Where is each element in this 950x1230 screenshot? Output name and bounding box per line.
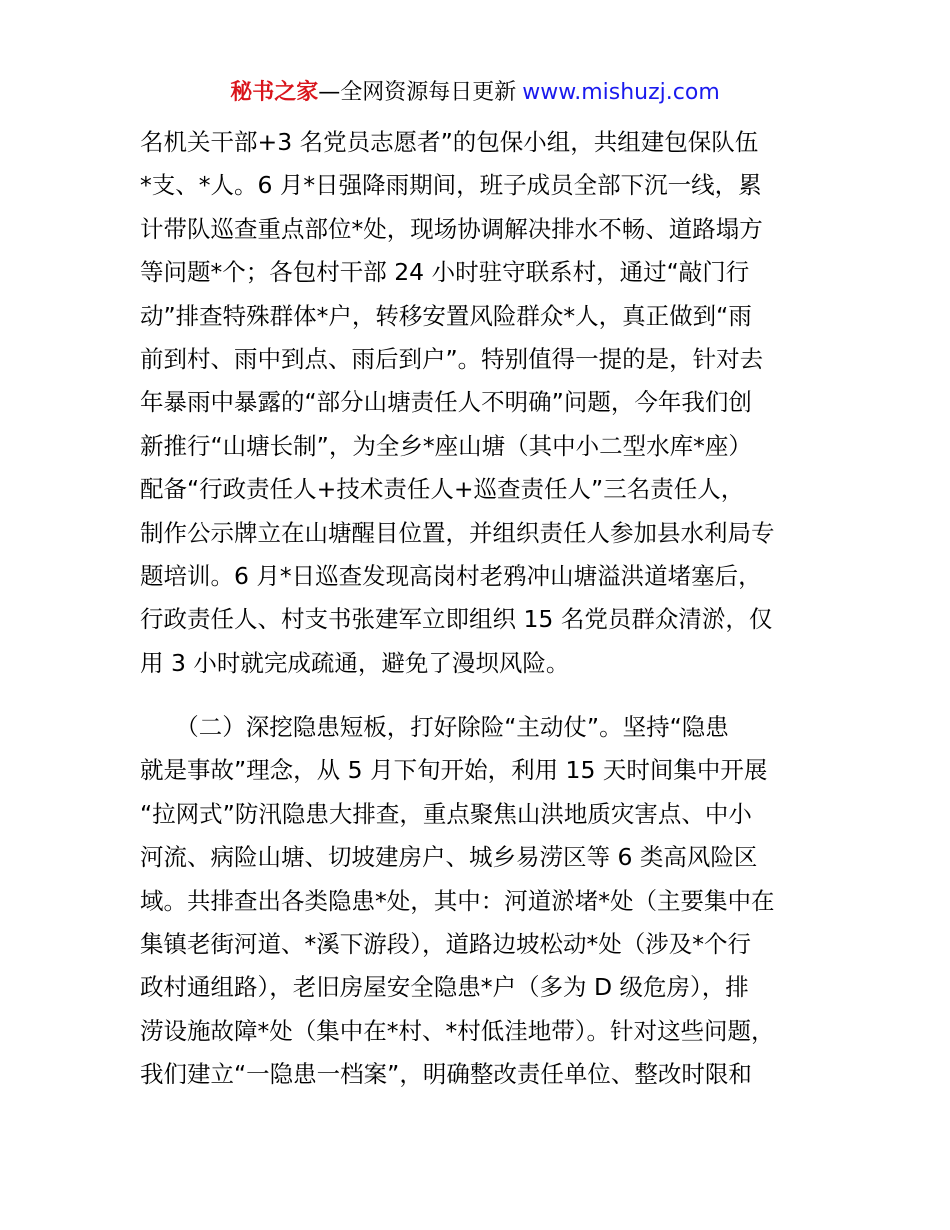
text-line: “拉网式”防汛隐患大排查，重点聚焦山洪地质灾害点、中小 bbox=[140, 799, 752, 828]
text-line: 制作公示牌立在山塘醒目位置，并组织责任人参加县水利局专 bbox=[140, 518, 775, 547]
text-line: 配备“行政责任人+技术责任人+巡查责任人”三名责任人， bbox=[140, 475, 745, 504]
paragraph-2 bbox=[140, 706, 820, 1097]
text-line: 用 3 小时就完成疏通，避免了漫坝风险。 bbox=[140, 648, 570, 677]
text-line: 新推行“山塘长制”，为全乡*座山塘（其中小二型水库*座） bbox=[140, 431, 752, 460]
text-line: 河流、病险山塘、切坡建房户、城乡易涝区等 6 类高风险区 bbox=[140, 843, 758, 872]
text-line: 动”排查特殊群体*户，转移安置风险群众*人，真正做到“雨 bbox=[140, 301, 752, 330]
text-line: 年暴雨中暴露的“部分山塘责任人不明确”问题，今年我们创 bbox=[140, 388, 752, 417]
text-line: 集镇老街河道、*溪下游段），道路边坡松动*处（涉及*个行 bbox=[140, 930, 751, 959]
text-line: 前到村、雨中到点、雨后到户”。特别值得一提的是，针对去 bbox=[140, 344, 764, 373]
text-line: （二）深挖隐患短板，打好除险“主动仗”。坚持“隐患 bbox=[140, 713, 729, 742]
paragraph-1 bbox=[140, 121, 820, 685]
document-body bbox=[140, 121, 820, 1097]
text-line: 政村通组路），老旧房屋安全隐患*户（多为 D 级危房），排 bbox=[140, 973, 749, 1002]
site-url-link[interactable]: www.mishuzj.com bbox=[522, 80, 720, 105]
text-line: 就是事故”理念，从 5 月下旬开始，利用 15 天时间集中开展 bbox=[140, 756, 768, 785]
text-line: 等问题*个；各包村干部 24 小时驻守联系村，通过“敲门行 bbox=[140, 258, 750, 287]
site-tagline: —全网资源每日更新 bbox=[318, 80, 517, 105]
text-line: 行政责任人、村支书张建军立即组织 15 名党员群众清淤，仅 bbox=[140, 605, 773, 634]
text-line: *支、*人。6 月*日强降雨期间，班子成员全部下沉一线，累 bbox=[140, 171, 762, 200]
text-line: 计带队巡查重点部位*处，现场协调解决排水不畅、道路塌方 bbox=[140, 214, 763, 243]
text-line: 名机关干部+3 名党员志愿者”的包保小组，共组建包保队伍 bbox=[140, 128, 759, 156]
site-header bbox=[0, 78, 950, 108]
text-line: 涝设施故障*处（集中在*村、*村低洼地带）。针对这些问题， bbox=[140, 1016, 775, 1045]
text-line: 域。共排查出各类隐患*处，其中：河道淤堵*处（主要集中在 bbox=[140, 886, 775, 915]
text-line: 我们建立“一隐患一档案”，明确整改责任单位、整改时限和 bbox=[140, 1060, 752, 1089]
text-line: 题培训。6 月*日巡查发现高岗村老鸦冲山塘溢洪道堵塞后， bbox=[140, 561, 762, 590]
site-brand: 秘书之家 bbox=[230, 80, 319, 105]
